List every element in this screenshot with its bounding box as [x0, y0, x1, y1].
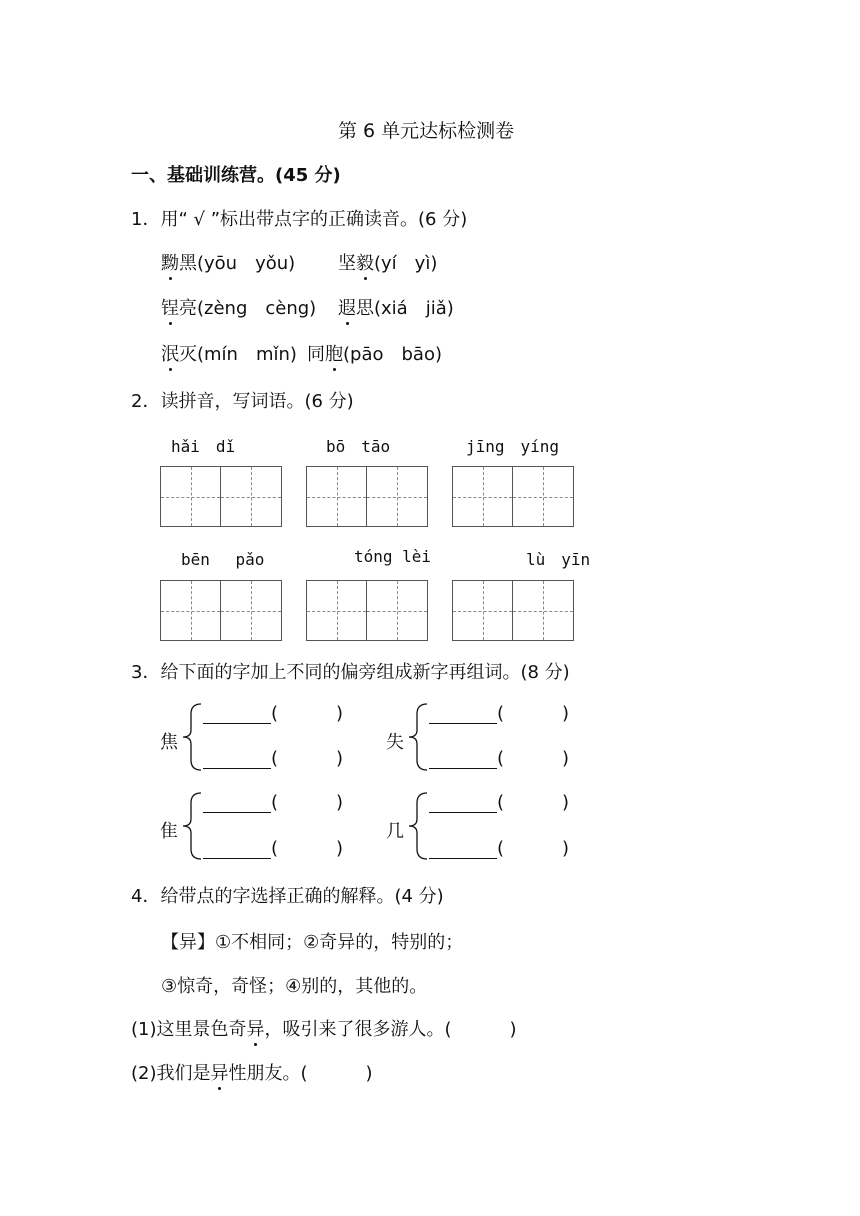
- definition-line: 【异】①不相同；②奇异的，特别的；: [161, 932, 464, 953]
- writing-grid[interactable]: [306, 466, 428, 527]
- q4-prompt: 4．给带点的字选择正确的解释。(4 分): [131, 886, 444, 907]
- q1-item-2: 坚毅(yí yì): [338, 249, 437, 275]
- writing-grid[interactable]: [452, 466, 574, 527]
- base-char: 失: [386, 732, 404, 753]
- pinyin-label: lù yīn: [526, 550, 591, 569]
- section-heading: 一、基础训练营。(45 分): [131, 165, 341, 186]
- sentence-2: (2)我们是异性朋友。( ): [131, 1059, 373, 1085]
- writing-grid[interactable]: [160, 466, 282, 527]
- answer-row[interactable]: ( ): [429, 838, 569, 859]
- sentence-1: (1)这里景色奇异，吸引来了很多游人。( ): [131, 1015, 517, 1041]
- answer-row[interactable]: ( ): [203, 838, 343, 859]
- grid-cell[interactable]: [160, 580, 221, 641]
- q3-prompt: 3．给下面的字加上不同的偏旁组成新字再组词。(8 分): [131, 662, 570, 683]
- grid-cell[interactable]: [160, 466, 221, 527]
- q1-item-4: 遐思(xiá jiǎ): [338, 294, 454, 320]
- brace-icon: [407, 791, 429, 861]
- base-char: 隹: [160, 821, 178, 842]
- pinyin-label: bō tāo: [326, 437, 391, 456]
- definition-line: ③惊奇，奇怪；④别的，其他的。: [161, 976, 428, 997]
- answer-row[interactable]: ( ): [203, 703, 343, 724]
- pinyin-label: tóng lèi: [354, 547, 432, 566]
- pinyin-label: bēn pǎo: [181, 550, 265, 569]
- grid-cell[interactable]: [367, 466, 428, 527]
- base-char: 几: [386, 821, 404, 842]
- q1-item-6: 同胞(pāo bāo): [307, 340, 442, 366]
- pinyin-label: jīng yíng: [466, 437, 560, 456]
- brace-icon: [181, 702, 203, 772]
- answer-row[interactable]: ( ): [203, 748, 343, 769]
- answer-row[interactable]: ( ): [429, 748, 569, 769]
- grid-cell[interactable]: [513, 580, 574, 641]
- pinyin-label: hǎi dǐ: [171, 437, 236, 456]
- writing-grid[interactable]: [452, 580, 574, 641]
- q2-prompt: 2．读拼音，写词语。(6 分): [131, 391, 354, 412]
- grid-cell[interactable]: [221, 580, 282, 641]
- grid-cell[interactable]: [367, 580, 428, 641]
- brace-icon: [181, 791, 203, 861]
- q1-item-5: 泯灭(mín mǐn): [161, 340, 297, 366]
- answer-row[interactable]: ( ): [429, 792, 569, 813]
- q1-item-3: 锃亮(zèng cèng): [161, 294, 316, 320]
- answer-row[interactable]: ( ): [203, 792, 343, 813]
- base-char: 焦: [160, 732, 178, 753]
- page-title: 第 6 单元达标检测卷: [338, 120, 515, 142]
- q1-prompt: 1．用“ √ ”标出带点字的正确读音。(6 分): [131, 209, 468, 230]
- q1-item-1: 黝黑(yōu yǒu): [161, 249, 295, 275]
- writing-grid[interactable]: [306, 580, 428, 641]
- grid-cell[interactable]: [221, 466, 282, 527]
- grid-cell[interactable]: [452, 466, 513, 527]
- answer-row[interactable]: ( ): [429, 703, 569, 724]
- brace-icon: [407, 702, 429, 772]
- grid-cell[interactable]: [306, 466, 367, 527]
- grid-cell[interactable]: [452, 580, 513, 641]
- grid-cell[interactable]: [513, 466, 574, 527]
- grid-cell[interactable]: [306, 580, 367, 641]
- writing-grid[interactable]: [160, 580, 282, 641]
